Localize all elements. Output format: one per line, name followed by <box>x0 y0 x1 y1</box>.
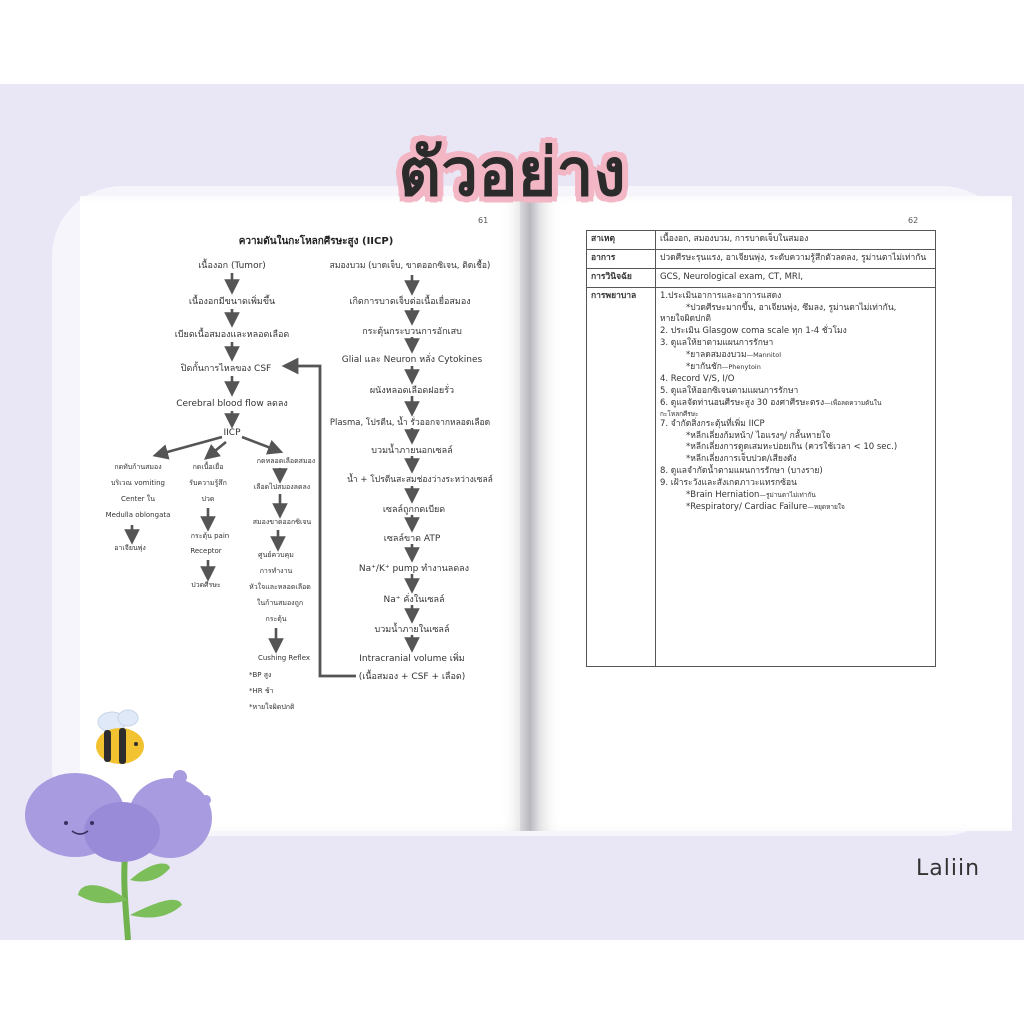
care-item: 9. เฝ้าระวังและสังเกตภาวะแทรกซ้อน <box>660 478 797 489</box>
flow-node: บวมน้ำภายนอกเซลล์ <box>371 446 453 456</box>
branch-2-text: รับความรู้สึก <box>189 479 227 487</box>
flow-node: น้ำ + โปรตีนสะสมช่องว่างระหว่างเซลล์ <box>347 475 493 485</box>
branch-2-text: กดเนื้อเยื่อ <box>192 463 224 471</box>
flow-node: IICP <box>223 428 241 438</box>
flow-node: Plasma, โปรตีน, น้ำ รั่วออกจากหลอดเลือด <box>329 418 491 428</box>
flow-node: เกิดการบาดเจ็บต่อเนื้อเยื่อสมอง <box>349 297 471 307</box>
row-value: ปวดศีรษะรุนแรง, อาเจียนพุ่ง, ระดับความรู้สึกตัวลดลง, รูม่านตาไม่เท่ากัน <box>656 249 936 268</box>
flow-node: บวมน้ำภายในเซลล์ <box>374 625 450 635</box>
care-item: 8. ดูแลจำกัดน้ำตามแผนการรักษา (บางราย) <box>660 466 823 477</box>
branch-2-text: ปวด <box>201 495 215 503</box>
flow-node: เบียดเนื้อสมองและหลอดเลือด <box>174 330 290 340</box>
flow-node: ปิดกั้นการไหลของ CSF <box>180 364 272 374</box>
branch-3-text: เลือดไปสมองลดลง <box>253 483 311 491</box>
care-item: 7. จำกัดสิ่งกระตุ้นที่เพิ่ม IICP <box>660 418 765 429</box>
flow-node: กระตุ้นกระบวนการอักเสบ <box>362 327 462 337</box>
row-label: การวินิจฉัย <box>587 268 656 287</box>
branch-3-text: การทำงาน <box>259 567 293 575</box>
page-title: ตัวอย่าง <box>398 134 626 211</box>
flowchart-title: ความดันในกะโหลกศีรษะสูง (IICP) <box>238 236 394 247</box>
care-item: กะโหลกศีรษะ <box>660 409 699 418</box>
flow-node: เซลล์ขาด ATP <box>383 534 441 544</box>
flow-node: Glial และ Neuron หลั่ง Cytokines <box>341 355 483 365</box>
flow-node: เนื้องอก (Tumor) <box>198 261 266 271</box>
flow-node: เซลล์ถูกกดเบียด <box>382 505 446 515</box>
branch-3-text: กดหลอดเลือดสมอง <box>256 457 316 465</box>
care-text: *Respiratory/ Cardiac Failure <box>686 501 808 512</box>
care-item: 5. ดูแลให้ออกซิเจนตามแผนการรักษา <box>660 385 799 396</box>
care-item: 3. ดูแลให้ยาตามแผนการรักษา <box>660 338 774 349</box>
branch-1-text: Center ใน <box>121 495 155 503</box>
branch-3-text: ศูนย์ควบคุม <box>258 551 294 559</box>
care-text: *Brain Herniation <box>686 490 760 501</box>
row-label: อาการ <box>587 249 656 268</box>
branch-1-text: กดทับก้านสมอง <box>114 463 162 471</box>
care-note: —เพื่อลดความดันใน <box>824 398 882 407</box>
branch-3-text: *HR ช้า <box>249 687 274 695</box>
branch-1-text: บริเวณ vomiting <box>110 479 166 487</box>
branch-2-text: Receptor <box>190 547 222 555</box>
branch-3-text: *หายใจผิดปกติ <box>249 703 295 711</box>
row-value: GCS, Neurological exam, CT, MRI, <box>656 268 936 287</box>
flow-node: Intracranial volume เพิ่ม <box>359 654 465 664</box>
branch-3-text: *BP สูง <box>249 671 272 679</box>
care-text: *ยากันชัก <box>686 362 722 373</box>
care-item: 4. Record V/S, I/O <box>660 373 735 384</box>
branch-3-text: สมองขาดออกซิเจน <box>252 518 312 526</box>
branch-1-text: Medulla oblongata <box>105 511 171 519</box>
care-note: —Mannitol <box>746 351 782 360</box>
care-item: 2. ประเมิน Glasgow coma scale ทุก 1-4 ชั่วโมง <box>660 326 847 337</box>
branch-2-text: ปวดศีรษะ <box>191 581 221 589</box>
care-note: —Phenytoin <box>721 363 761 372</box>
care-text: 6. ดูแลจัดท่านอนศีรษะสูง 30 องศาศีรษะตรง <box>660 397 825 408</box>
flow-node: (เนื้อสมอง + CSF + เลือด) <box>358 672 466 682</box>
flow-node: สมองบวม (บาดเจ็บ, ขาดออกซิเจน, ติดเชื้อ) <box>329 261 491 271</box>
flower-icon <box>25 770 212 940</box>
care-item: *หลีกเลี่ยงก้มหน้า/ ไอแรงๆ/ กลั้นหายใจ <box>686 430 831 441</box>
flow-node: Na⁺ คั่งในเซลล์ <box>383 595 445 605</box>
row-value: เนื้องอก, สมองบวม, การบาดเจ็บในสมอง <box>656 231 936 250</box>
flow-node: Cerebral blood flow ลดลง <box>176 399 288 409</box>
care-item: หายใจผิดปกติ <box>660 314 712 325</box>
page-number-left: 61 <box>478 216 489 225</box>
branch-1-text: อาเจียนพุ่ง <box>114 544 146 552</box>
branch-3-text: Cushing Reflex <box>257 654 311 662</box>
care-item: 1.ประเมินอาการและอาการแสดง <box>660 290 782 301</box>
flow-node: Na⁺/K⁺ pump ทำงานลดลง <box>358 564 470 574</box>
signature: Laliin <box>916 856 981 881</box>
care-text: *ยาลดสมองบวม <box>686 350 747 361</box>
row-label: สาเหตุ <box>587 231 656 250</box>
row-label: การพยาบาล <box>587 287 656 666</box>
branch-2-text: กระตุ้น pain <box>190 532 230 540</box>
care-item: *ปวดศีรษะมากขึ้น, อาเจียนพุ่ง, ซึมลง, รูม่านตาไม่เท่ากัน, <box>686 302 897 313</box>
care-note: —รูม่านตาไม่เท่ากัน <box>759 491 816 500</box>
page-number-right: 62 <box>908 216 919 225</box>
branch-3-text: กระตุ้น <box>265 615 287 623</box>
bee-icon <box>96 710 144 764</box>
flow-node: ผนังหลอดเลือดฝอยรั่ว <box>369 386 455 396</box>
care-item: *หลีกเลี่ยงการดูดเสมหะบ่อยเกิน (ควรใช้เวลา < 10 sec.) <box>686 442 898 453</box>
branch-3-text: หัวใจและหลอดเลือด <box>249 583 311 591</box>
branch-3-text: ในก้านสมองถูก <box>256 599 304 607</box>
care-note: —หยุดหายใจ <box>807 502 845 511</box>
care-item: *หลีกเลี่ยงการเจ็บปวด/เสียงดัง <box>686 454 797 465</box>
flow-node: เนื้องอกมีขนาดเพิ่มขึ้น <box>188 297 276 307</box>
